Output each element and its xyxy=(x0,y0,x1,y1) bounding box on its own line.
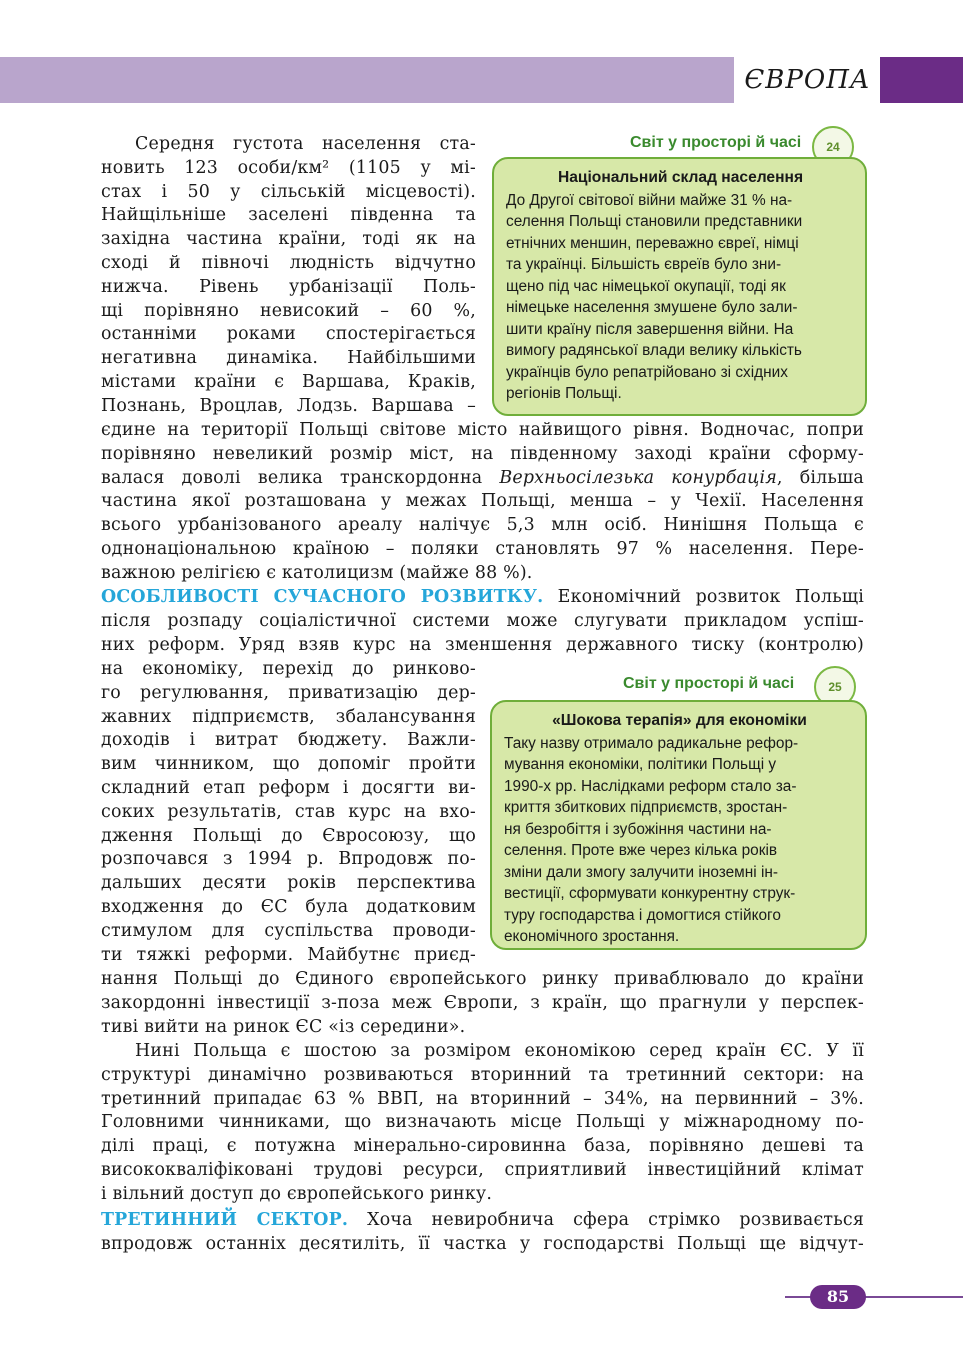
box1-line: та українці. Більшість євреїв було зни- xyxy=(506,256,782,273)
text-line: Головними чинниками, що визначають місце Польщі у міжнародному по- xyxy=(101,1112,864,1133)
box2-line: зміни дали змогу залучити іноземні ін- xyxy=(504,863,779,881)
box1-line: вимогу радянської влади велику кількість xyxy=(506,342,802,359)
section-modern-development-continued xyxy=(101,968,864,1039)
text-line: і вільний доступ до європейського ринку. xyxy=(101,1183,493,1204)
text-line: дальших десяти років перспектива xyxy=(101,873,476,894)
text-line xyxy=(101,1209,864,1233)
text-line: складний етап реформ і досягти ви- xyxy=(101,777,476,798)
box2-line: мування економіки, політики Польщі у xyxy=(504,756,777,773)
text-line: ти тяжкі реформи. Майбутнє приєд- xyxy=(101,944,476,965)
text-line: дження Польщі до Євросоюзу, що xyxy=(101,825,476,846)
box1-line: щено під час німецької окупації, тоді як xyxy=(506,277,786,295)
text-line: однонаціональною країною – поляки становлять 97 % населення. Пере- xyxy=(101,538,864,559)
box1-icon-number: 24 xyxy=(826,140,840,154)
text-line xyxy=(101,467,864,491)
box2-line: вестиції, сформувати конкурентну струк- xyxy=(504,885,796,902)
section-tertiary-sector xyxy=(101,1209,864,1257)
text-line: новить 123 особи/км² (1105 у мі- xyxy=(101,157,476,178)
text-line: частина якої розташована у межах Польщі, менша – у Чехії. Населення xyxy=(101,491,864,512)
box1-title: Національний склад населення xyxy=(557,169,804,186)
box2-line: Таку назву отримало радикальне рефор- xyxy=(504,734,799,752)
text-line: нижча. Рівень урбанізації Поль- xyxy=(101,276,476,297)
text-line: ділі праці, є потужна мінерально-сировинна база, порівняно дешеві та xyxy=(101,1136,864,1157)
heading-modern-development: ОСОБЛИВОСТІ СУЧАСНОГО РОЗВИТКУ. xyxy=(101,587,544,607)
text-line: нання Польщі до Єдиного європейського ринку приваблювало до країни xyxy=(101,969,864,989)
text-line: важною релігією є католицизм (майже 88 %). xyxy=(101,562,533,583)
box2-line: економічного зростання. xyxy=(504,928,680,945)
text-line: Середня густота населення ста- xyxy=(135,134,476,154)
paragraph-population xyxy=(101,133,476,419)
box1-line: етнічних меншин, переважно євреї, німці xyxy=(506,234,799,252)
page-number: 85 xyxy=(810,1285,866,1309)
text-line: жавних підприємств, збалансування xyxy=(101,706,476,727)
paragraph-economy-structure xyxy=(101,1040,864,1207)
text-line: розпочався з 1994 р. Впродовж по- xyxy=(101,849,476,870)
text-line: щі порівняно невисокий – 60 %, xyxy=(101,300,476,321)
text-fragment: Економічний розвиток Польщі xyxy=(543,587,864,607)
box2-line: криття збиткових підприємств, зростан- xyxy=(504,799,788,816)
section-title: ЄВРОПА xyxy=(744,65,871,95)
text-line: вим чинником, що допоміг пройти xyxy=(101,754,476,775)
text-line: Найщільніше заселені південна та xyxy=(101,205,476,226)
text-line: третинний припадає 63 % ВВП, на вторинний – 34%, на первинний – 3%. xyxy=(101,1088,864,1109)
text-line: структурі динамічно розвиваються вторинний та третинний сектори: на xyxy=(101,1064,864,1085)
text-line: впродовж останніх десятиліть, її частка у господарстві Польщі ще відчут- xyxy=(101,1233,864,1254)
text-line: тиві вийти на ринок ЄС «із середини». xyxy=(101,1016,466,1037)
text-line: Нині Польща є шостою за розміром економікою серед країн ЄС. У її xyxy=(135,1041,864,1061)
box1-label: Світ у просторі й часі xyxy=(630,134,802,151)
text-line: на економіку, перехід до ринково- xyxy=(101,659,476,679)
text-fragment: валася доволі велика транскордонна xyxy=(101,467,500,488)
text-line: негативна динаміка. Найбільшими xyxy=(101,348,476,369)
text-fragment: Хоча невиробнича сфера стрімко розвивається xyxy=(348,1210,864,1230)
box1-line: шити країну після завершення війни. На xyxy=(506,320,794,338)
text-line: порівняно невеликий розмір міст, на південному заході країни сформу- xyxy=(101,443,864,464)
text-line: висококваліфіковані трудові ресурси, сприятливий інвестиційний клімат xyxy=(101,1159,864,1180)
box2-line: селення. Проте вже через кілька років xyxy=(504,842,778,859)
box2-icon-number: 25 xyxy=(828,680,842,694)
text-line: містами країни є Варшава, Краків, xyxy=(101,371,476,392)
text-line: Познань, Вроцлав, Лодзь. Варшава – xyxy=(101,395,476,416)
text-line: останніми роками спостерігається xyxy=(101,324,476,345)
text-line: єдине на території Польщі світове місто найвищого рівня. Водночас, попри xyxy=(101,420,864,440)
text-line: стах і 50 у сільській місцевості). xyxy=(101,181,476,202)
info-box-shock-therapy xyxy=(490,700,867,950)
text-line: закордонні інвестиції з-поза меж Європи, з країн, що прагнули у перспек- xyxy=(101,992,864,1013)
text-line: входження до ЄС була додатковим xyxy=(101,896,476,917)
box2-line: 1990-х рр. Наслідками реформ стало за- xyxy=(504,777,797,795)
info-box-national-composition xyxy=(492,157,867,416)
text-line: соких результатів, став курс на вхо- xyxy=(101,801,476,822)
text-line: доходів і витрат бюджету. Важли- xyxy=(101,730,476,751)
text-line: го регулювання, приватизацію дер- xyxy=(101,682,476,703)
box2-label: Світ у просторі й часі xyxy=(623,675,795,692)
section-modern-development xyxy=(101,586,864,657)
box2-title: «Шокова терапія» для економіки xyxy=(552,712,807,729)
text-line: них реформ. Уряд взяв курс на зменшення державного тиску (контролю) xyxy=(101,634,864,655)
section-modern-development-narrow xyxy=(101,658,476,967)
text-line: стимулом для суспільства проводи- xyxy=(101,920,476,941)
paragraph-population-continued xyxy=(101,419,864,586)
text-line: західна частина країни, тоді як на xyxy=(101,229,476,250)
text-fragment: , більша xyxy=(776,467,864,488)
box1-line: регіонів Польщі. xyxy=(506,385,622,402)
text-line: всього урбанізованого ареалу налічує 5,3 млн осіб. Нинішня Польща є xyxy=(101,515,864,536)
box1-line: українців було репатрійовано зі східних xyxy=(506,363,788,381)
text-line: після розпаду соціалістичної системи може слугувати прикладом успіш- xyxy=(101,610,864,631)
box1-line: німецьке населення змушене було зали- xyxy=(506,299,798,316)
text-line xyxy=(101,586,864,610)
heading-tertiary-sector: ТРЕТИННИЙ СЕКТОР. xyxy=(101,1210,349,1230)
box2-line: туру господарства і домогтися стійкого xyxy=(504,906,781,924)
text-line: сході й півночі людність відчутно xyxy=(101,252,476,273)
box1-line: селення Польщі становили представники xyxy=(506,213,803,230)
term-upper-silesian-conurbation: Верхньосілезька конурбація xyxy=(499,467,777,488)
header-accent-block xyxy=(880,57,963,103)
box1-line: До Другої світової війни майже 31 % на- xyxy=(506,191,793,209)
box2-line: ня безробіття і зубожіння частини на- xyxy=(504,820,772,838)
